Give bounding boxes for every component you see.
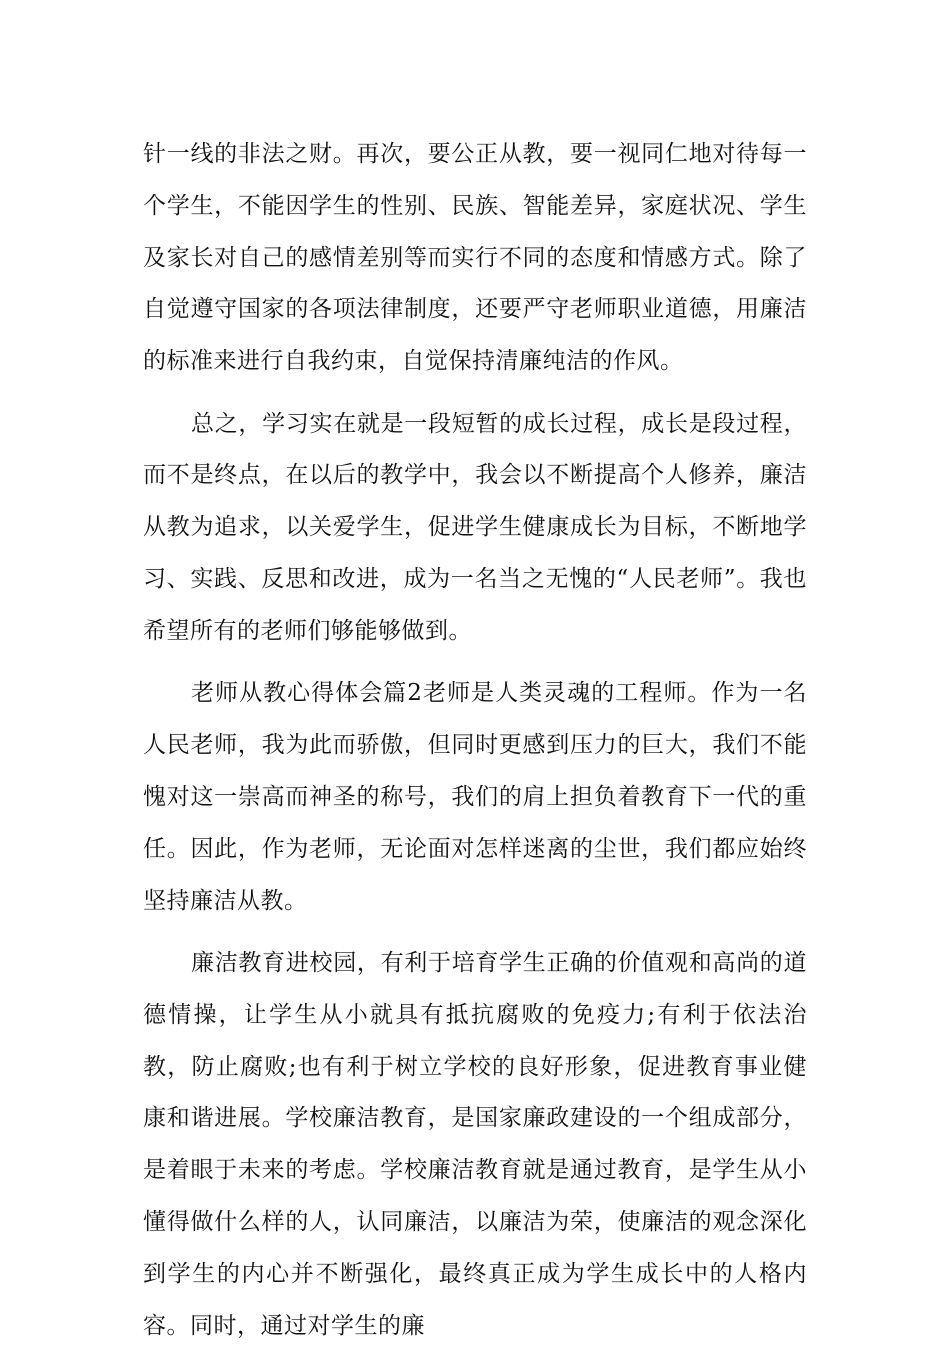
paragraph-integrity-education: 廉洁教育进校园，有利于培育学生正确的价值观和高尚的道德情操，让学生从小就具有抵抗腐败的免疫力;有利于依法治教，防止腐败;也有利于树立学校的良好形象，促进教育事业健康和谐进展。学校廉洁教育，是国家廉政建设的一个组成部分，是着眼于未来的考虑。学校廉洁教育就是通过教育，是学生从小懂得做什么样的人，认同廉洁，以廉洁为荣，使廉洁的观念深化到学生的内心并不断强化，最终真正成为学生成长中的人格内容。同时，通过对学生的廉 — [143, 950, 807, 1339]
paragraph-continuation: 针一线的非法之财。再次，要公正从教，要一视同仁地对待每一个学生，不能因学生的性别、民族、智能差异，家庭状况、学生及家长对自己的感情差别等而实行不同的态度和情感方式。除了自觉遵守国家的各项法律制度，还要严守老师职业道德，用廉洁的标准来进行自我约束，自觉保持清廉纯洁的作风。 — [143, 141, 807, 375]
paragraph-section-2-intro: 老师从教心得体会篇2老师是人类灵魂的工程师。作为一名人民老师，我为此而骄傲，但同时更感到压力的巨大，我们不能愧对这一崇高而神圣的称号，我们的肩上担负着教育下一代的重任。因此，作为老师，无论面对怎样迷离的尘世，我们都应始终坚持廉洁从教。 — [143, 680, 807, 914]
document-body — [143, 129, 807, 1363]
paragraph-summary: 总之，学习实在就是一段短暂的成长过程，成长是段过程，而不是终点，在以后的教学中，我会以不断提高个人修养，廉洁从教为追求，以关爱学生，促进学生健康成长为目标，不断地学习、实践、反思和改进，成为一名当之无愧的“人民老师”。我也希望所有的老师们够能够做到。 — [143, 410, 807, 644]
